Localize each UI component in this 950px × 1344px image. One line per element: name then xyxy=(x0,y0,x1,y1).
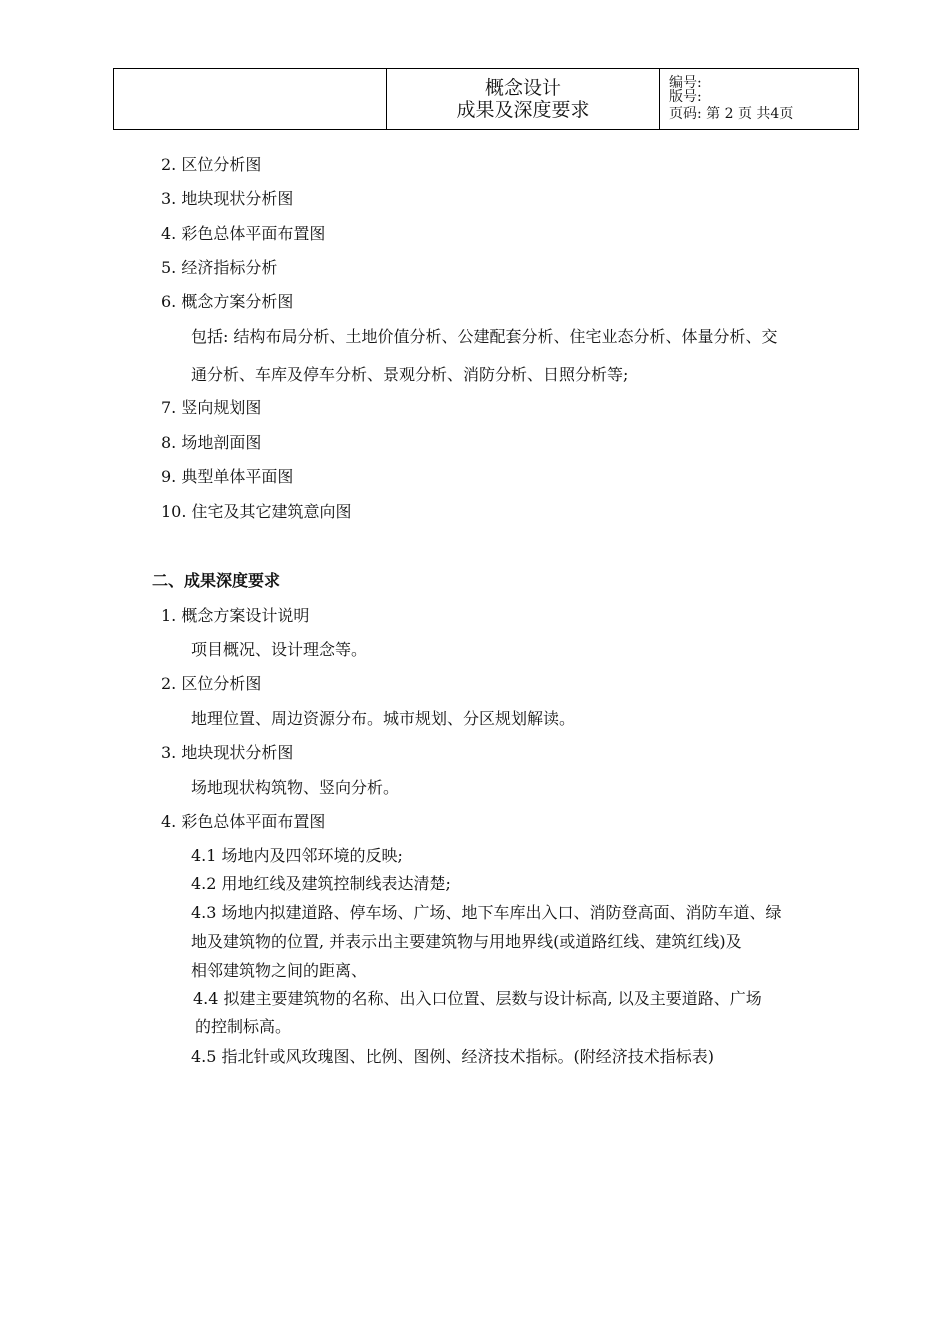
header-title-line2: 成果及深度要求 xyxy=(456,99,590,121)
section2-item3-title: 3. 地块现状分析图 xyxy=(161,743,294,762)
section2-item4-1: 4.1 场地内及四邻环境的反映; xyxy=(191,846,403,865)
list1-item6: 6. 概念方案分析图 xyxy=(161,292,294,311)
document-header-table xyxy=(113,68,859,130)
list1-item3: 3. 地块现状分析图 xyxy=(161,189,294,208)
section2-item4-3-line1: 4.3 场地内拟建道路、停车场、广场、地下车库出入口、消防登高面、消防车道、绿 xyxy=(191,903,782,922)
section2-item4-title: 4. 彩色总体平面布置图 xyxy=(161,812,326,831)
list1-item8: 8. 场地剖面图 xyxy=(161,433,262,452)
section2-item1-detail: 项目概况、设计理念等。 xyxy=(191,640,368,659)
section2-item4-3-line2: 地及建筑物的位置, 并表示出主要建筑物与用地界线(或道路红线、建筑红线)及 xyxy=(191,932,742,951)
list1-item7: 7. 竖向规划图 xyxy=(161,398,262,417)
header-logo-cell xyxy=(114,69,387,129)
section2-item4-4-line2: 的控制标高。 xyxy=(195,1017,292,1036)
header-page-info: 页码: 第 2 页 共4页 xyxy=(669,106,794,122)
section2-item1-title: 1. 概念方案设计说明 xyxy=(161,606,310,625)
list1-item5: 5. 经济指标分析 xyxy=(161,258,278,277)
header-meta-cell xyxy=(660,69,858,129)
list1-item6-detail-line2: 通分析、车库及停车分析、景观分析、消防分析、日照分析等; xyxy=(191,365,629,384)
header-title-line1: 概念设计 xyxy=(484,77,561,99)
header-version-label: 版号: xyxy=(669,89,702,105)
section2-item4-2: 4.2 用地红线及建筑控制线表达清楚; xyxy=(191,874,451,893)
list1-item6-detail-line1: 包括: 结构布局分析、土地价值分析、公建配套分析、住宅业态分析、体量分析、交 xyxy=(191,327,778,346)
section2-item4-4-line1: 4.4 拟建主要建筑物的名称、出入口位置、层数与设计标高, 以及主要道路、广场 xyxy=(193,989,762,1008)
list1-item10: 10. 住宅及其它建筑意向图 xyxy=(161,502,352,521)
section2-heading: 二、成果深度要求 xyxy=(152,571,281,590)
list1-item4: 4. 彩色总体平面布置图 xyxy=(161,224,326,243)
section2-item3-detail: 场地现状构筑物、竖向分析。 xyxy=(191,778,400,797)
header-title-cell xyxy=(387,69,660,129)
list1-item9: 9. 典型单体平面图 xyxy=(161,467,294,486)
list1-item2: 2. 区位分析图 xyxy=(161,155,262,174)
section2-item2-title: 2. 区位分析图 xyxy=(161,674,262,693)
section2-item4-5: 4.5 指北针或风玫瑰图、比例、图例、经济技术指标。(附经济技术指标表) xyxy=(191,1047,715,1066)
section2-item4-3-line3: 相邻建筑物之间的距离、 xyxy=(191,961,368,980)
section2-item2-detail: 地理位置、周边资源分布。城市规划、分区规划解读。 xyxy=(191,709,576,728)
header-number-label: 编号: xyxy=(669,75,702,91)
